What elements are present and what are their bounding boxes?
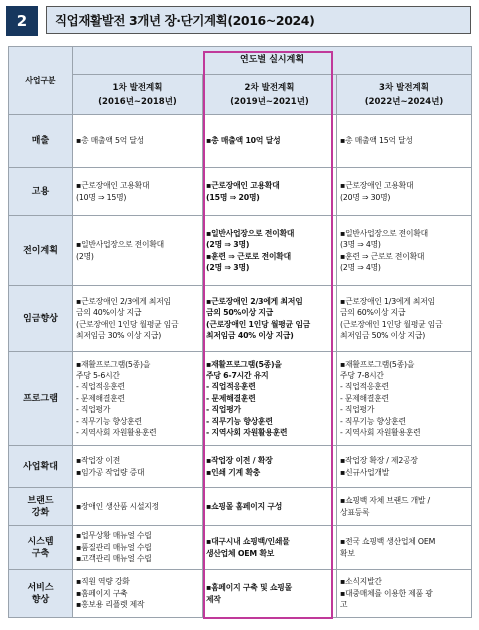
table-row: [9, 570, 472, 618]
cell-line: ▪작업장 이전 / 확장: [206, 456, 273, 466]
plan-cell-phase-3: [337, 570, 472, 618]
cell-line: ▪근로장애인 2/3에게 최저임: [206, 296, 303, 306]
cell-line: ▪작업장 확장 / 제2공장: [340, 456, 418, 466]
cell-line: 최저임금 40% 이상 지급): [206, 330, 294, 340]
cell-line: ▪신규사업개발: [340, 467, 390, 477]
plan-cell-phase-3: [337, 115, 472, 168]
cell-line: (2명 ⇒ 4명): [340, 262, 381, 272]
cell-line: - 지역사회 자원활용훈련: [206, 428, 288, 438]
cell-line: (근로장애인 1인당 월평균 임금: [76, 319, 179, 329]
cell-line: 고: [340, 600, 348, 610]
cell-line: ▪근로장애인 고용확대: [340, 181, 414, 191]
cell-line: ▪일반사업장으로 전이확대: [76, 240, 165, 250]
cell-line: - 문제해결훈련: [206, 393, 256, 403]
plan-cell-phase-2: [203, 115, 337, 168]
phase-period: (2019년~2021년): [230, 96, 309, 107]
category-label: 서비스 향상: [9, 570, 73, 618]
cell-line: 확보: [340, 548, 355, 558]
plan-cell-phase-1: [73, 216, 203, 286]
plan-cell-phase-2: [203, 488, 337, 526]
cell-line: (20명 ⇒ 30명): [340, 192, 391, 202]
cell-line: ▪재활프로그램(5종)을: [206, 359, 282, 369]
cell-line: 최저임금 30% 이상 지급): [76, 330, 162, 340]
plan-table: [8, 46, 472, 618]
plan-cell-phase-1: [73, 168, 203, 216]
phase-header-3: [337, 75, 472, 115]
cell-line: (15명 ⇒ 20명): [206, 192, 260, 202]
category-label: 프로그램: [9, 352, 73, 446]
table-row: [9, 446, 472, 488]
cell-line: - 직업평가: [76, 405, 111, 415]
cell-line: ▪홈페이지 구축 및 쇼핑몰: [206, 583, 292, 593]
table-row: [9, 526, 472, 570]
cell-line: 최저임금 50% 이상 지급): [340, 330, 426, 340]
plan-cell-phase-3: [337, 286, 472, 352]
plan-cell-phase-1: [73, 352, 203, 446]
cell-line: ▪임가공 작업량 증대: [76, 467, 145, 477]
table-row: [9, 115, 472, 168]
plan-cell-phase-2: [203, 216, 337, 286]
cell-line: - 문제해결훈련: [340, 393, 389, 403]
cell-line: 금의 40%이상 지급: [76, 308, 142, 318]
plan-cell-phase-3: [337, 446, 472, 488]
cell-line: - 직무기능 향상훈련: [76, 416, 142, 426]
plan-cell-phase-1: [73, 488, 203, 526]
plan-cell-phase-1: [73, 526, 203, 570]
cell-line: (10명 ⇒ 15명): [76, 192, 127, 202]
plan-cell-phase-2: [203, 286, 337, 352]
plan-cell-phase-2: [203, 526, 337, 570]
plan-cell-phase-1: [73, 286, 203, 352]
cell-line: 제작: [206, 594, 221, 604]
cell-line: (2명 ⇒ 3명): [206, 240, 250, 250]
cell-line: ▪훈련 ⇒ 근로로 전이확대: [206, 251, 291, 261]
section-number: 2: [6, 6, 38, 36]
cell-line: ▪인쇄 기계 확충: [206, 467, 261, 477]
cell-line: 주당 7-8시간: [340, 370, 384, 380]
cell-line: ▪근로장애인 1/3에게 최저임: [340, 296, 435, 306]
plan-cell-phase-3: [337, 488, 472, 526]
group-header: 연도별 실시계획: [73, 47, 472, 75]
cell-line: ▪대구시내 쇼핑백/인쇄물: [206, 537, 290, 547]
category-label: 사업확대: [9, 446, 73, 488]
cell-line: ▪총 매출액 10억 달성: [206, 136, 281, 146]
section-title: 직업재활발전 3개년 장·단기계획(2016~2024): [46, 6, 471, 34]
table-row: [9, 352, 472, 446]
category-label: 전이계획: [9, 216, 73, 286]
section-header: [6, 6, 473, 36]
cell-line: ▪총 매출액 5억 달성: [76, 136, 145, 146]
cell-line: ▪품질관리 매뉴얼 수립: [76, 542, 152, 552]
cell-line: ▪훈련 ⇒ 근로로 전이확대: [340, 251, 425, 261]
cell-line: 주당 5-6시간: [76, 370, 120, 380]
cell-line: ▪전국 쇼핑백 생산업체 OEM: [340, 537, 436, 547]
table-row: [9, 216, 472, 286]
cell-line: 금의 60%이상 지급: [340, 308, 406, 318]
phase-header-2: [203, 75, 337, 115]
cell-line: - 직무기능 향상훈련: [340, 416, 406, 426]
cell-line: ▪업무상황 매뉴얼 수립: [76, 531, 152, 541]
plan-cell-phase-3: [337, 168, 472, 216]
category-label: 고용: [9, 168, 73, 216]
cell-line: (근로장애인 1인당 월평균 임금: [206, 319, 311, 329]
cell-line: - 직업평가: [206, 405, 241, 415]
cell-line: - 직업적응훈련: [340, 382, 389, 392]
phase-name: 2차 발전계획: [244, 82, 295, 93]
category-label: 브랜드 강화: [9, 488, 73, 526]
cell-line: ▪일반사업장으로 전이확대: [340, 228, 429, 238]
cell-line: - 직업적응훈련: [206, 382, 256, 392]
category-label: 매출: [9, 115, 73, 168]
cell-line: 금의 50%이상 지급: [206, 308, 274, 318]
cell-line: - 문제해결훈련: [76, 393, 125, 403]
plan-cell-phase-2: [203, 168, 337, 216]
cell-line: (2명): [76, 251, 94, 261]
cell-line: ▪근로장애인 2/3에게 최저임: [76, 296, 171, 306]
cell-line: ▪총 매출액 15억 달성: [340, 136, 413, 146]
category-label: 시스템 구축: [9, 526, 73, 570]
table-row: [9, 488, 472, 526]
plan-cell-phase-2: [203, 570, 337, 618]
cell-line: ▪쇼핑백 자체 브랜드 개발 /: [340, 496, 430, 506]
cell-line: ▪근로장애인 고용확대: [206, 181, 280, 191]
cell-line: - 직무기능 향상훈련: [206, 416, 273, 426]
cell-line: ▪홍보용 리플렛 제작: [76, 600, 145, 610]
cell-line: (3명 ⇒ 4명): [340, 240, 381, 250]
cell-line: ▪장애인 생산품 시설지정: [76, 501, 159, 511]
cell-line: ▪작업장 이전: [76, 456, 121, 466]
cell-line: ▪홈페이지 구축: [76, 588, 128, 598]
plan-cell-phase-3: [337, 352, 472, 446]
cell-line: 상표등록: [340, 507, 370, 517]
cell-line: (근로장애인 1인당 월평균 임금: [340, 319, 443, 329]
plan-cell-phase-3: [337, 526, 472, 570]
table-row: [9, 286, 472, 352]
plan-cell-phase-1: [73, 570, 203, 618]
cell-line: 생산업체 OEM 확보: [206, 548, 275, 558]
phase-period: (2022년~2024년): [364, 96, 444, 107]
plan-cell-phase-2: [203, 352, 337, 446]
cell-line: ▪일반사업장으로 전이확대: [206, 228, 295, 238]
phase-header-1: [73, 75, 203, 115]
cell-line: ▪근로장애인 고용확대: [76, 181, 150, 191]
cell-line: - 지역사회 자원활용훈련: [76, 428, 157, 438]
cell-line: ▪쇼핑몰 홈페이지 구성: [206, 501, 283, 511]
cell-line: ▪재활프로그램(5종)을: [340, 359, 415, 369]
plan-cell-phase-1: [73, 115, 203, 168]
cell-line: (2명 ⇒ 3명): [206, 262, 250, 272]
category-label: 임금향상: [9, 286, 73, 352]
phase-period: (2016년~2018년): [98, 96, 177, 107]
cell-line: ▪재활프로그램(5종)을: [76, 359, 151, 369]
plan-cell-phase-1: [73, 446, 203, 488]
cell-line: ▪대중매체를 이용한 제품 광: [340, 588, 433, 598]
corner-header: 사업구분: [9, 47, 73, 115]
plan-cell-phase-3: [337, 216, 472, 286]
cell-line: ▪직원 역량 강화: [76, 577, 130, 587]
cell-line: - 직업평가: [340, 405, 375, 415]
phase-name: 1차 발전계획: [112, 82, 163, 93]
phase-name: 3차 발전계획: [379, 82, 429, 93]
cell-line: 주당 6-7시간 유지: [206, 370, 269, 380]
cell-line: - 지역사회 자원활용훈련: [340, 428, 421, 438]
cell-line: ▪소식지발간: [340, 577, 382, 587]
table-row: [9, 168, 472, 216]
cell-line: - 직업적응훈련: [76, 382, 125, 392]
plan-cell-phase-2: [203, 446, 337, 488]
cell-line: ▪고객관리 매뉴얼 수립: [76, 554, 152, 564]
